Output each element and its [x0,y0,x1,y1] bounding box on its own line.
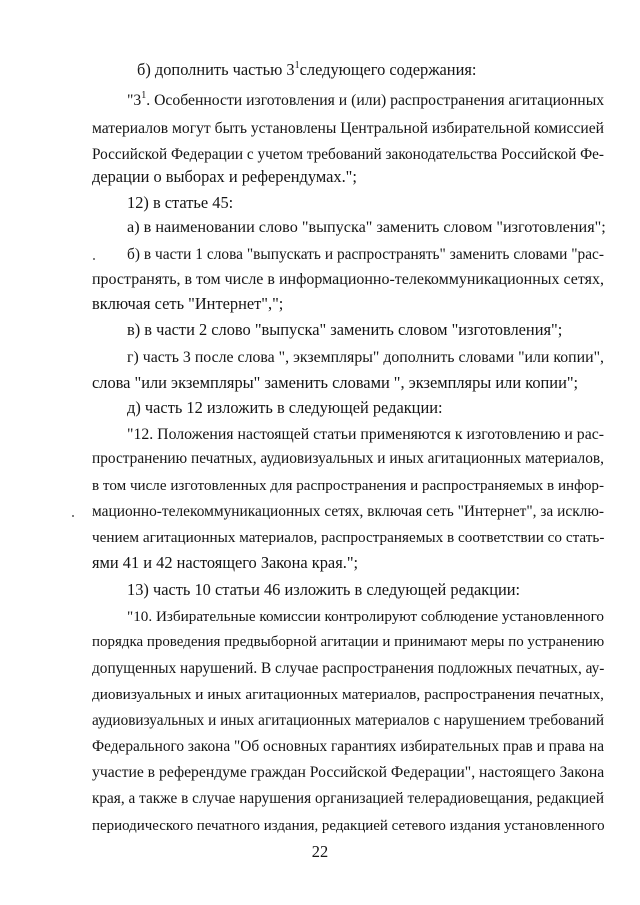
paragraph-line [0,119,640,139]
superscript: 1 [141,89,147,101]
paragraph-line [0,685,640,705]
text-run: 12) в статье 45: [127,193,234,212]
paragraph-line [0,632,640,652]
paragraph-line [0,528,640,548]
paragraph-line [0,607,640,627]
paragraph-line [0,217,640,237]
text-run: мационно-телекоммуникационных сетях, включая сеть "Интернет", за исклю- [92,503,604,520]
text-run: материалов могут быть установлены Центральной избирательной комиссией [92,120,604,137]
text-run: пространению печатных, аудиовизуальных и иных агитационных материалов, [92,450,604,467]
paragraph-line [0,245,640,265]
text-run: б) дополнить частью 3 [137,60,295,79]
paragraph-line [0,659,640,679]
paragraph-line [0,270,640,290]
text-run: "12. Положения настоящей статьи применяются к изготовлению и рас- [127,426,604,443]
text-run: в том числе изготовленных для распространения и распространяемых в инфор- [92,478,604,494]
paragraph-line [0,145,640,165]
text-run: а) в наименовании слово "выпуска" заменить словом "изготовления"; [127,218,606,236]
paragraph-line [0,348,640,368]
text-run: диовизуальных и иных агитационных материалов, распространения печатных, [92,686,604,703]
paragraph-line [0,789,640,809]
text-run: г) часть 3 после слова ", экземпляры" дополнить словами "или копии", [127,349,604,366]
text-run: "10. Избирательные комиссии контролируют соблюдение установленного [127,608,604,625]
text-run: . Особенности изготовления и (или) распространения агитационных [146,92,605,109]
text-run: ями 41 и 42 настоящего Закона края."; [92,553,359,572]
text-run: участие в референдуме граждан Российской Федерации", настоящего Закона [92,764,605,781]
paragraph-line [0,711,640,731]
paragraph-line [0,553,640,573]
text-run: б) в части 1 слова "выпускать и распространять" заменить словами "рас- [127,246,604,263]
paragraph-line [0,320,640,340]
paragraph-line [0,193,640,213]
page-number: 22 [311,842,329,861]
text-run: д) часть 12 изложить в следующей редакции: [127,398,443,417]
paragraph-line [0,398,640,418]
paragraph-line [0,580,640,600]
text-run: чением агитационных материалов, распространяемых в соответствии со стать- [92,529,605,546]
text-run: 13) часть 10 статьи 46 изложить в следующей редакции: [127,580,521,599]
text-run: края, а также в случае нарушения организацией телерадиовещания, редакцией [92,790,604,807]
paragraph-line [0,449,640,469]
text-run: включая сеть "Интернет","; [92,294,284,313]
paragraph-line [0,816,640,836]
text-run: дерации о выборах и референдумах."; [92,167,357,186]
text-run: слова "или экземпляры" заменить словами ", экземпляры или копии"; [92,373,579,392]
text-run: допущенных нарушений. В случае распространения подложных печатных, ау- [92,660,605,677]
text-run: в) в части 2 слово "выпуска" заменить словом "изготовления"; [127,320,563,339]
paragraph-line [0,294,640,314]
text-run: "3 [127,92,142,109]
paragraph-line [0,476,640,496]
text-run: Российской Федерации с учетом требований законодательства Российской Фе- [92,146,604,163]
paragraph-line [0,502,640,522]
paragraph-line [0,167,640,187]
text-run: порядка проведения предвыборной агитации и принимают меры по устранению [92,634,605,650]
paragraph-line [0,91,640,111]
paragraph-line [0,373,640,393]
text-run: аудиовизуальных и иных агитационных материалов с нарушением требований [92,712,604,729]
text-run: следующего содержания: [299,60,477,79]
text-run: Федерального закона "Об основных гарантиях избирательных прав и права на [92,738,605,755]
paragraph-line [0,60,640,80]
text-run: пространять, в том числе в информационно-телекоммуникационных сетях, [92,271,604,288]
paragraph-line [0,425,640,445]
text-run: периодического печатного издания, редакцией сетевого издания установленного [92,818,605,834]
paragraph-line [0,737,640,757]
superscript: 1 [294,59,300,71]
paragraph-line [0,763,640,783]
